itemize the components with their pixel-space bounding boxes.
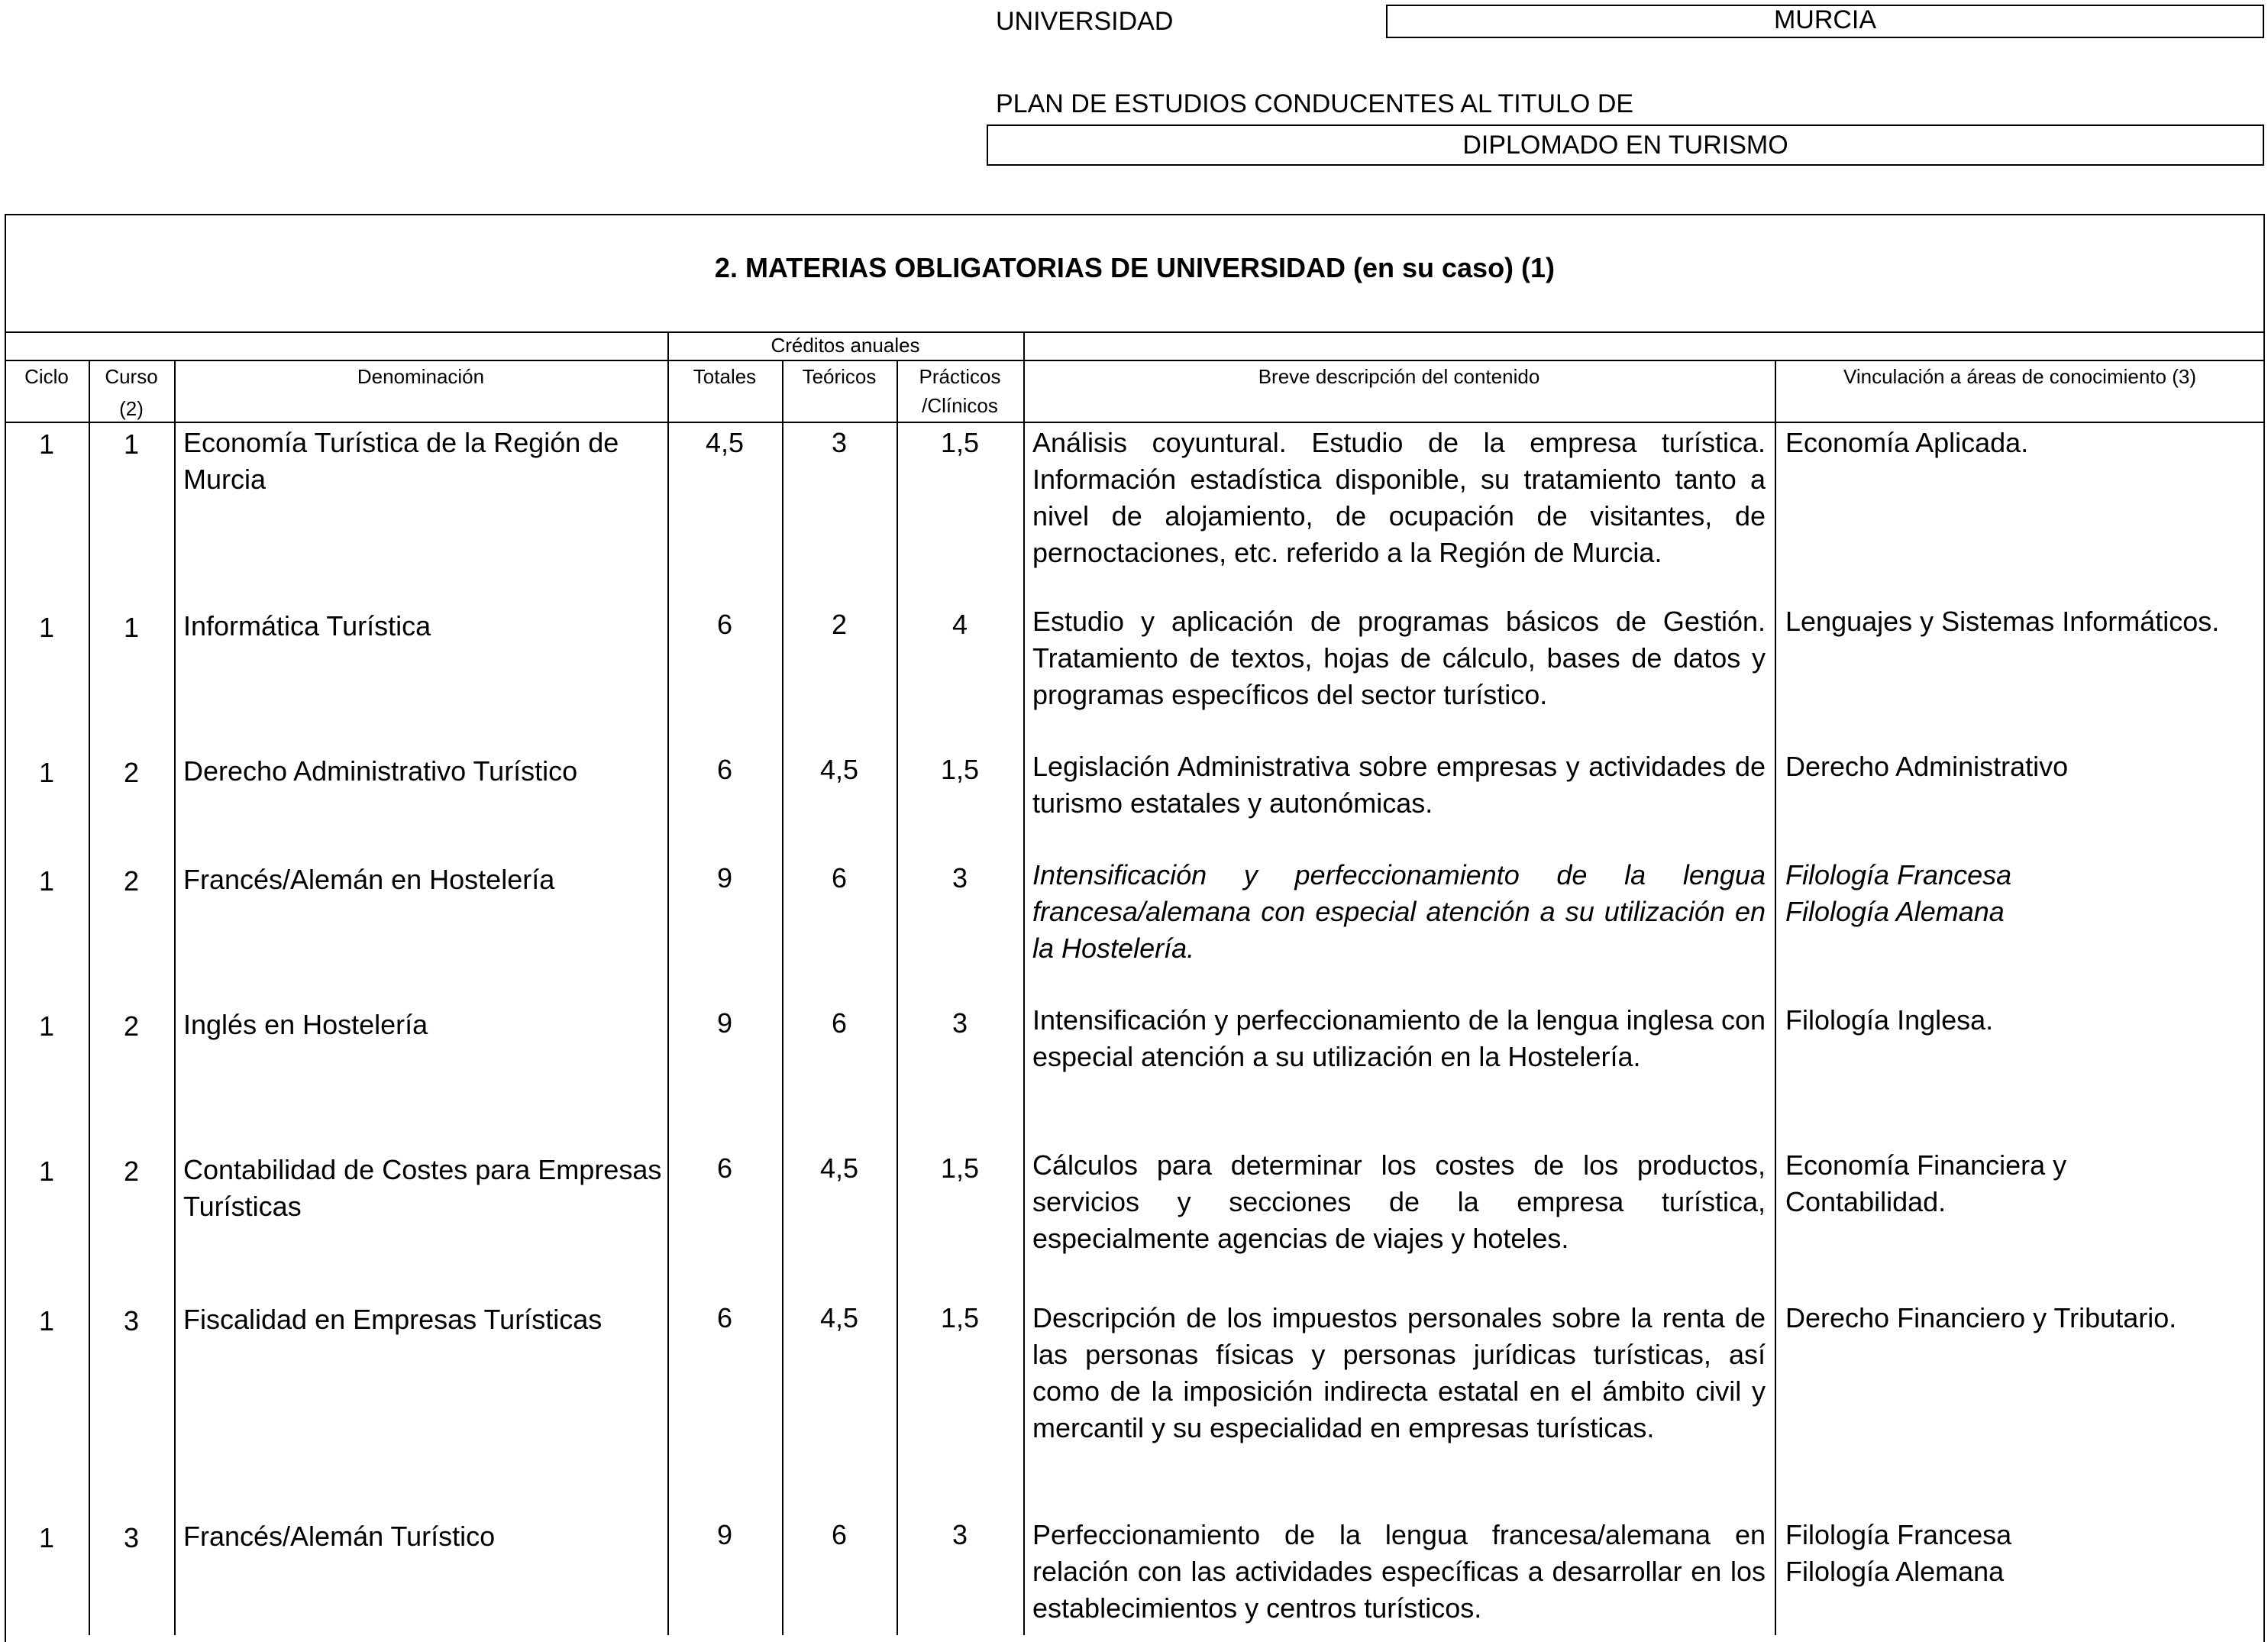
- header-curso: Curso: [105, 365, 158, 388]
- cell-ciclo: 1: [38, 757, 55, 788]
- cell-totales: 9: [716, 1519, 733, 1550]
- cell-curso: 2: [123, 757, 140, 788]
- cell-curso: 3: [123, 1305, 140, 1337]
- cell-teoricos: 4,5: [819, 1302, 859, 1333]
- col-line-7: [1775, 360, 1776, 1635]
- cell-totales: 6: [716, 609, 733, 640]
- cell-curso: 3: [123, 1522, 140, 1553]
- cell-practicos: 3: [951, 1007, 968, 1039]
- cell-teoricos: 3: [831, 427, 848, 458]
- cell-totales: 9: [716, 862, 733, 894]
- cell-descripcion: Intensificación y perfeccionamiento de la lengua francesa/alemana con especial atención a su utilización en la Hostelería.: [1032, 859, 1766, 964]
- col-line-6: [1023, 331, 1025, 1635]
- rule-title-bottom: [5, 331, 2265, 333]
- header-vinculacion: Vinculación a áreas de conocimiento (3): [1843, 365, 2196, 388]
- col-line-1: [89, 360, 90, 1635]
- section-title: 2. MATERIAS OBLIGATORIAS DE UNIVERSIDAD (en su caso) (1): [714, 252, 1556, 283]
- cell-ciclo: 1: [38, 612, 55, 643]
- cell-descripcion: Análisis coyuntural. Estudio de la empresa turística. Información estadística disponible, su tratamiento tanto a nivel de alojamiento, de ocupación de visitantes, de pernoctaciones, etc. referido a la Región de Murcia.: [1032, 427, 1766, 568]
- cell-vinculacion: Filología Francesa Filología Alemana: [1785, 859, 2012, 927]
- cell-denominacion: Informática Turística: [183, 610, 431, 642]
- col-line-3: [667, 331, 669, 1635]
- rule-creditos-bottom: [667, 360, 1023, 361]
- cell-practicos: 3: [951, 1519, 968, 1550]
- cell-ciclo: 1: [38, 1156, 55, 1187]
- header-denominacion: Denominación: [357, 365, 485, 388]
- universidad-value-box: MURCIA: [1386, 5, 2264, 38]
- cell-curso: 1: [123, 428, 140, 460]
- cell-ciclo: 1: [38, 1010, 55, 1042]
- cell-vinculacion: Filología Francesa Filología Alemana: [1785, 1519, 2012, 1587]
- cell-descripcion: Intensificación y perfeccionamiento de la lengua inglesa con especial atención a su utilización en la Hostelería.: [1032, 1004, 1766, 1072]
- cell-totales: 4,5: [705, 427, 745, 458]
- cell-practicos: 4: [951, 609, 968, 640]
- rule-header-mid: [5, 360, 2265, 361]
- cell-denominacion: Fiscalidad en Empresas Turísticas: [183, 1304, 603, 1335]
- header-practicos: Prácticos: [919, 365, 1001, 388]
- header-teoricos: Teóricos: [802, 365, 877, 388]
- header-creditos-anuales: Créditos anuales: [771, 334, 920, 357]
- cell-teoricos: 4,5: [819, 1152, 859, 1184]
- cell-ciclo: 1: [38, 1305, 55, 1337]
- rule-header-bottom: [5, 422, 2265, 423]
- cell-ciclo: 1: [38, 428, 55, 460]
- cell-curso: 2: [123, 1010, 140, 1042]
- cell-vinculacion: Economía Financiera y Contabilidad.: [1785, 1149, 2067, 1217]
- cell-curso: 2: [123, 1156, 140, 1187]
- cell-totales: 9: [716, 1007, 733, 1039]
- cell-vinculacion: Economía Aplicada.: [1785, 427, 2029, 458]
- cell-denominacion: Inglés en Hostelería: [183, 1009, 428, 1040]
- cell-vinculacion: Filología Inglesa.: [1785, 1004, 1994, 1036]
- cell-teoricos: 6: [831, 1007, 848, 1039]
- header-practicos-clinicos: /Clínicos: [922, 394, 998, 417]
- titulo-value-box: DIPLOMADO EN TURISMO: [987, 124, 2264, 166]
- cell-totales: 6: [716, 754, 733, 785]
- cell-descripcion: Perfeccionamiento de la lengua francesa/alemana en relación con las actividades específicas a desarrollar en los establecimientos y centros turísticos.: [1032, 1519, 1766, 1624]
- cell-vinculacion: Derecho Financiero y Tributario.: [1785, 1302, 2177, 1333]
- cell-denominacion: Economía Turística de la Región de Murcia: [183, 427, 619, 495]
- col-line-5: [897, 360, 898, 1635]
- cell-teoricos: 6: [831, 1519, 848, 1550]
- col-line-2: [174, 360, 176, 1635]
- cell-teoricos: 6: [831, 862, 848, 894]
- cell-totales: 6: [716, 1152, 733, 1184]
- header-descripcion: Breve descripción del contenido: [1258, 365, 1540, 388]
- header-curso-note: (2): [119, 397, 144, 420]
- cell-curso: 2: [123, 865, 140, 897]
- cell-practicos: 1,5: [940, 754, 980, 785]
- universidad-label: UNIVERSIDAD: [996, 7, 1174, 36]
- cell-descripcion: Descripción de los impuestos personales sobre la renta de las personas físicas y personas jurídicas turísticas, así como de la imposición indirecta estatal en el ámbito civil y mercantil y su especialidad en empresas turísticas.: [1032, 1302, 1766, 1443]
- cell-vinculacion: Derecho Administrativo: [1785, 751, 2069, 782]
- col-line-4: [782, 360, 783, 1635]
- cell-curso: 1: [123, 612, 140, 643]
- cell-practicos: 1,5: [940, 1152, 980, 1184]
- cell-ciclo: 1: [38, 865, 55, 897]
- cell-practicos: 3: [951, 862, 968, 894]
- cell-denominacion: Francés/Alemán en Hostelería: [183, 864, 555, 895]
- cell-vinculacion: Lenguajes y Sistemas Informáticos.: [1785, 606, 2220, 637]
- cell-descripcion: Legislación Administrativa sobre empresas y actividades de turismo estatales y autonómicas.: [1032, 751, 1766, 819]
- cell-totales: 6: [716, 1302, 733, 1333]
- cell-descripcion: Estudio y aplicación de programas básicos de Gestión. Tratamiento de textos, hojas de cálculo, bases de datos y programas específicos del sector turístico.: [1032, 606, 1766, 710]
- cell-teoricos: 4,5: [819, 754, 859, 785]
- cell-denominacion: Derecho Administrativo Turístico: [183, 755, 578, 787]
- header-totales: Totales: [693, 365, 757, 388]
- cell-denominacion: Contabilidad de Costes para Empresas Turísticas: [183, 1154, 662, 1222]
- cell-descripcion: Cálculos para determinar los costes de los productos, servicios y secciones de la empresa turística, especialmente agencias de viajes y hoteles.: [1032, 1149, 1766, 1254]
- cell-denominacion: Francés/Alemán Turístico: [183, 1521, 496, 1552]
- cell-teoricos: 2: [831, 609, 848, 640]
- cell-ciclo: 1: [38, 1522, 55, 1553]
- cell-practicos: 1,5: [940, 427, 980, 458]
- cell-practicos: 1,5: [940, 1302, 980, 1333]
- header-ciclo: Ciclo: [24, 365, 69, 388]
- plan-label: PLAN DE ESTUDIOS CONDUCENTES AL TITULO DE: [996, 89, 1634, 118]
